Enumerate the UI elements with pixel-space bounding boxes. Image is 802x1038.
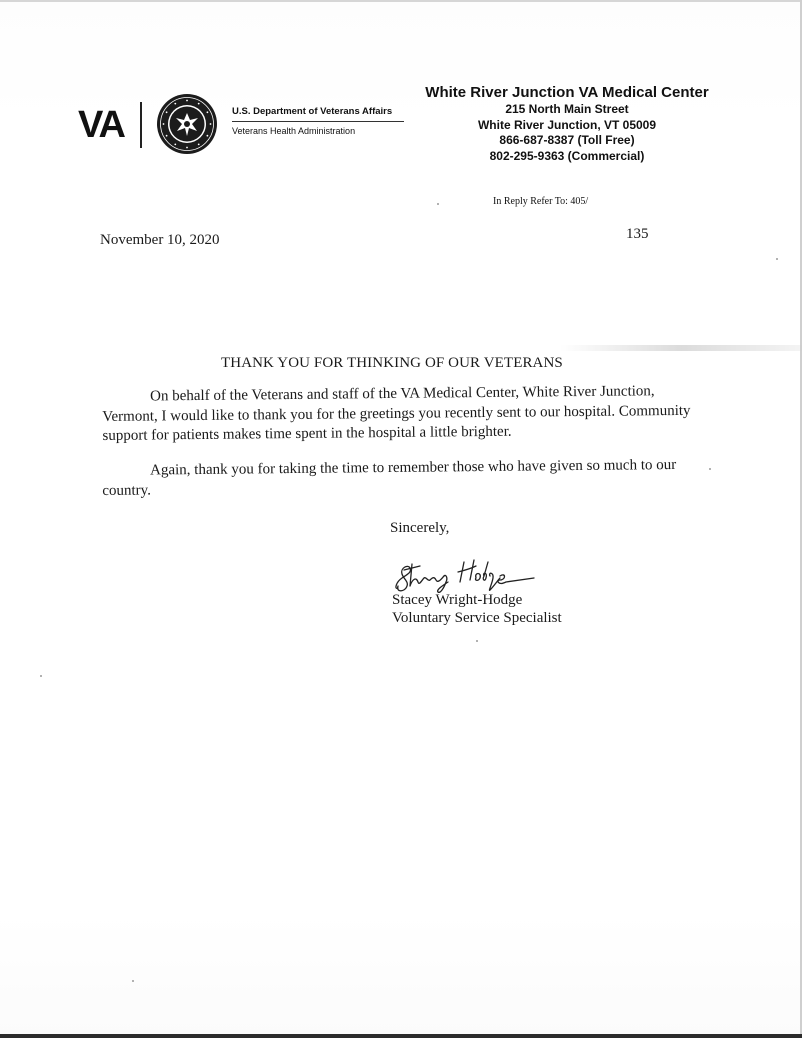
- scan-speck: [437, 203, 439, 205]
- facility-name: White River Junction VA Medical Center: [425, 84, 709, 101]
- reference-number: 135: [626, 226, 649, 242]
- paragraph-indent: [102, 400, 150, 401]
- closing: Sincerely,: [390, 520, 450, 536]
- address-line-1: 215 North Main Street: [505, 102, 629, 116]
- va-logo: VA: [78, 104, 124, 146]
- administration-name: Veterans Health Administration: [232, 126, 356, 136]
- logo-divider: [140, 102, 142, 148]
- phone-commercial: 802-295-9363 (Commercial): [489, 148, 645, 163]
- scan-streak: [560, 345, 802, 351]
- scan-speck: [776, 258, 778, 260]
- scan-top-edge: [0, 0, 802, 2]
- scan-speck: [132, 980, 134, 982]
- address-line-2: White River Junction, VT 05009: [477, 117, 657, 132]
- paragraph-1-text: On behalf of the Veterans and staff of the VA Medical Center, White River Junction, Vermont, I would like to thank you for the greetings you recently sent to our hospital. Community support for patients makes time spent in the hospital a little brighter.: [102, 383, 691, 444]
- va-seal-icon: [156, 93, 218, 155]
- letter-subject: THANK YOU FOR THINKING OF OUR VETERANS: [221, 355, 563, 371]
- phone-toll-free: 866-687-8387 (Toll Free): [499, 133, 635, 147]
- paragraph-indent: [102, 474, 150, 475]
- scan-bottom-edge: [0, 1034, 802, 1038]
- body-paragraph-1: [102, 382, 713, 447]
- department-name: U.S. Department of Veterans Affairs: [232, 106, 393, 117]
- facility-block: [412, 84, 722, 164]
- department-rule: [232, 121, 404, 122]
- signer-name: Stacey Wright-Hodge: [392, 592, 523, 608]
- scan-speck: [709, 468, 711, 470]
- scan-speck: [476, 640, 478, 642]
- paragraph-2-text: Again, thank you for taking the time to remember those who have given so much to our country.: [102, 456, 677, 499]
- body-paragraph-2: [102, 456, 712, 501]
- reply-reference: In Reply Refer To: 405/: [493, 196, 589, 207]
- signer-title: Voluntary Service Specialist: [392, 610, 562, 626]
- scan-speck: [40, 675, 42, 677]
- letter-date: November 10, 2020: [100, 232, 220, 248]
